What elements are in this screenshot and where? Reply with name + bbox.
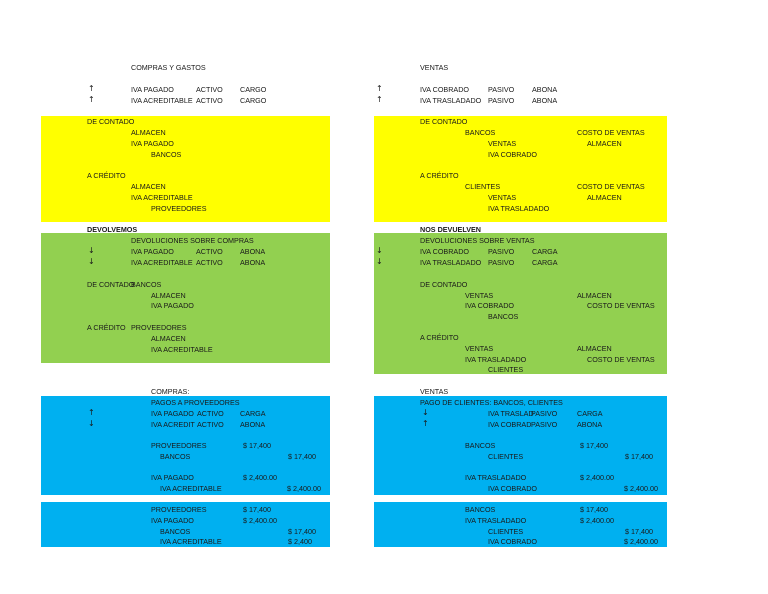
- right-contado-title: DE CONTADO: [420, 117, 468, 126]
- journal-line: BANCOS: [160, 527, 191, 536]
- rule-account: IVA ACREDIT: [151, 420, 195, 429]
- journal-line: ALMACEN: [587, 193, 622, 202]
- right-pay-header: VENTAS: [420, 387, 449, 396]
- journal-line: PROVEEDORES: [151, 505, 207, 514]
- rule-action: ABONA: [532, 85, 558, 94]
- journal-line: IVA TRASLADADO: [488, 204, 550, 213]
- rule-type: PASIVO: [488, 85, 515, 94]
- rule-account: IVA ACREDITABLE: [131, 96, 193, 105]
- journal-line: ALMACEN: [131, 182, 166, 191]
- rule-type: ACTIVO: [196, 247, 223, 256]
- amount: $ 17,400: [243, 505, 271, 514]
- amount: $ 17,400: [625, 452, 653, 461]
- amount: $ 17,400: [288, 452, 316, 461]
- right-dev-contado-title: DE CONTADO: [420, 280, 468, 289]
- journal-line: IVA ACREDITABLE: [151, 345, 213, 354]
- journal-line: BANCOS: [488, 312, 519, 321]
- journal-line: IVA COBRADO: [488, 484, 537, 493]
- journal-line: IVA ACREDITABLE: [131, 193, 193, 202]
- left-contado-title: DE CONTADO: [87, 117, 135, 126]
- journal-line: VENTAS: [488, 193, 517, 202]
- right-dev-credito-title: A CRÉDITO: [420, 333, 459, 342]
- right-header: VENTAS: [420, 63, 449, 72]
- journal-line: IVA PAGADO: [151, 516, 194, 525]
- up-arrow-icon: ↑: [422, 419, 429, 428]
- rule-account: IVA ACREDITABLE: [131, 258, 193, 267]
- rule-type: PASIVO: [488, 247, 515, 256]
- rule-account: IVA TRASLAD: [488, 409, 534, 418]
- journal-line: IVA COBRADO: [488, 537, 537, 546]
- left-pay-header: COMPRAS:: [151, 387, 190, 396]
- rule-action: CARGA: [577, 409, 603, 418]
- amount: $ 2,400.00: [287, 484, 321, 493]
- up-arrow-icon: ↑: [88, 408, 95, 417]
- rule-type: ACTIVO: [197, 409, 224, 418]
- journal-line: COSTO DE VENTAS: [587, 355, 655, 364]
- journal-line: PROVEEDORES: [151, 441, 207, 450]
- journal-line: IVA ACREDITABLE: [160, 484, 222, 493]
- down-arrow-icon: ↓: [376, 257, 383, 266]
- rule-type: ACTIVO: [196, 96, 223, 105]
- journal-line: COSTO DE VENTAS: [577, 182, 645, 191]
- left-dev-title: DEVOLVEMOS: [87, 225, 138, 234]
- rule-account: IVA COBRADO: [420, 247, 469, 256]
- journal-line: IVA COBRADO: [488, 150, 537, 159]
- down-arrow-icon: ↓: [422, 408, 429, 417]
- down-arrow-icon: ↓: [376, 246, 383, 255]
- rule-account: IVA PAGADO: [151, 409, 194, 418]
- rule-type: PASIVO: [488, 96, 515, 105]
- journal-line: ALMACEN: [577, 344, 612, 353]
- journal-line: BANCOS: [465, 441, 496, 450]
- journal-line: BANCOS: [160, 452, 191, 461]
- rule-action: CARGA: [532, 258, 558, 267]
- left-credito-title: A CRÉDITO: [87, 171, 126, 180]
- amount: $ 17,400: [580, 505, 608, 514]
- amount: $ 17,400: [243, 441, 271, 450]
- rule-type: PASIVO: [488, 258, 515, 267]
- rule-action: ABONA: [240, 420, 266, 429]
- journal-line: CLIENTES: [465, 182, 501, 191]
- amount: $ 2,400.00: [624, 484, 658, 493]
- journal-line: BANCOS: [465, 128, 496, 137]
- rule-action: ABONA: [532, 96, 558, 105]
- amount: $ 2,400.00: [243, 473, 277, 482]
- down-arrow-icon: ↓: [88, 419, 95, 428]
- up-arrow-icon: ↑: [88, 95, 95, 104]
- amount: $ 2,400.00: [624, 537, 658, 546]
- left-dev-credito-title: A CRÉDITO: [87, 323, 126, 332]
- rule-action: ABONA: [240, 247, 266, 256]
- journal-line: ALMACEN: [151, 291, 186, 300]
- rule-action: ABONA: [240, 258, 266, 267]
- journal-line: PROVEEDORES: [151, 204, 207, 213]
- rule-account: IVA TRASLADADO: [420, 258, 482, 267]
- journal-line: ALMACEN: [131, 128, 166, 137]
- journal-line: CLIENTES: [488, 527, 524, 536]
- journal-line: IVA PAGADO: [151, 473, 194, 482]
- right-dev-title: NOS DEVUELVEN: [420, 225, 481, 234]
- journal-line: BANCOS: [151, 150, 182, 159]
- journal-line: COSTO DE VENTAS: [577, 128, 645, 137]
- journal-line: BANCOS: [131, 280, 162, 289]
- journal-line: CLIENTES: [488, 452, 524, 461]
- amount: $ 2,400.00: [580, 516, 614, 525]
- up-arrow-icon: ↑: [376, 95, 383, 104]
- journal-line: VENTAS: [465, 291, 494, 300]
- rule-type: ACTIVO: [196, 85, 223, 94]
- journal-line: VENTAS: [488, 139, 517, 148]
- rule-type: PASIVO: [531, 409, 558, 418]
- journal-line: IVA PAGADO: [151, 301, 194, 310]
- journal-line: ALMACEN: [587, 139, 622, 148]
- journal-line: CLIENTES: [488, 365, 524, 374]
- rule-account: IVA PAGADO: [131, 85, 174, 94]
- rule-action: CARGA: [240, 409, 266, 418]
- amount: $ 17,400: [580, 441, 608, 450]
- amount: $ 17,400: [288, 527, 316, 536]
- rule-action: CARGO: [240, 85, 267, 94]
- journal-line: IVA ACREDITABLE: [160, 537, 222, 546]
- rule-account: IVA PAGADO: [131, 247, 174, 256]
- rule-action: CARGA: [532, 247, 558, 256]
- journal-line: COSTO DE VENTAS: [587, 301, 655, 310]
- rule-type: ACTIVO: [197, 420, 224, 429]
- journal-line: IVA TRASLADADO: [465, 516, 527, 525]
- down-arrow-icon: ↓: [88, 246, 95, 255]
- journal-line: ALMACEN: [151, 334, 186, 343]
- down-arrow-icon: ↓: [88, 257, 95, 266]
- up-arrow-icon: ↑: [88, 84, 95, 93]
- left-dev-contado-title: DE CONTADO: [87, 280, 135, 289]
- journal-line: IVA COBRADO: [465, 301, 514, 310]
- journal-line: IVA PAGADO: [131, 139, 174, 148]
- amount: $ 2,400.00: [580, 473, 614, 482]
- right-dev-subtitle: DEVOLUCIONES SOBRE VENTAS: [420, 236, 535, 245]
- right-pay-subtitle: PAGO DE CLIENTES: BANCOS, CLIENTES: [420, 398, 563, 407]
- journal-line: ALMACEN: [577, 291, 612, 300]
- right-credito-title: A CRÉDITO: [420, 171, 459, 180]
- rule-account: IVA COBRAD: [488, 420, 532, 429]
- up-arrow-icon: ↑: [376, 84, 383, 93]
- journal-line: PROVEEDORES: [131, 323, 187, 332]
- journal-line: IVA TRASLADADO: [465, 355, 527, 364]
- journal-line: BANCOS: [465, 505, 496, 514]
- rule-action: ABONA: [577, 420, 603, 429]
- rule-action: CARGO: [240, 96, 267, 105]
- rule-account: IVA TRASLADADO: [420, 96, 482, 105]
- amount: $ 2,400: [288, 537, 312, 546]
- journal-line: IVA TRASLADADO: [465, 473, 527, 482]
- amount: $ 17,400: [625, 527, 653, 536]
- journal-line: VENTAS: [465, 344, 494, 353]
- left-header: COMPRAS Y GASTOS: [131, 63, 206, 72]
- rule-account: IVA COBRADO: [420, 85, 469, 94]
- rule-type: ACTIVO: [196, 258, 223, 267]
- amount: $ 2,400.00: [243, 516, 277, 525]
- left-dev-subtitle: DEVOLUCIONES SOBRE COMPRAS: [131, 236, 254, 245]
- rule-type: PASIVO: [531, 420, 558, 429]
- left-pay-subtitle: PAGOS A PROVEEDORES: [151, 398, 240, 407]
